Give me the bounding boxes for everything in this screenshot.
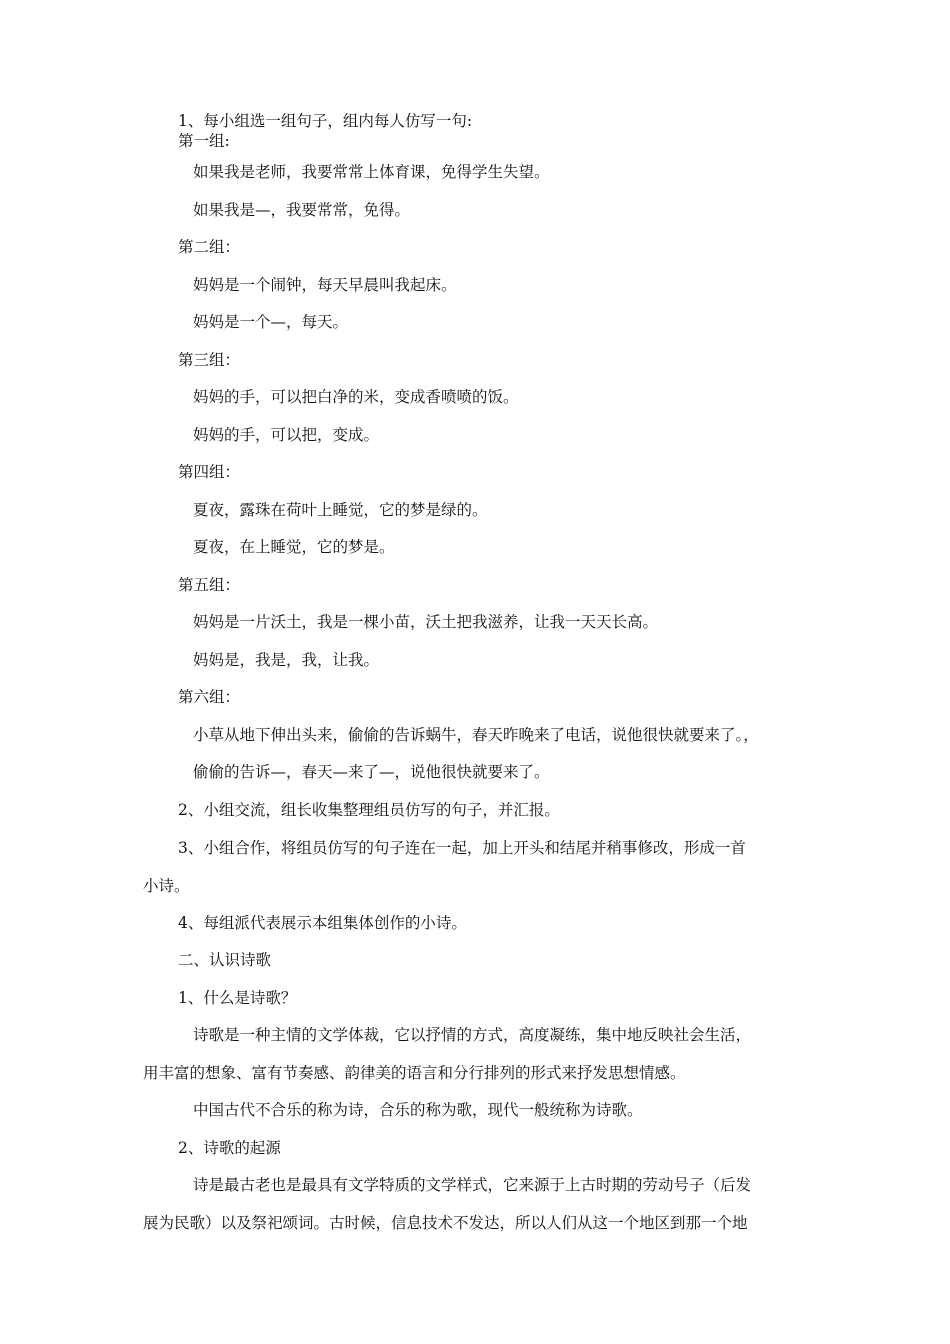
origin-paragraph-line-1: 诗是最古老也是最具有文学特质的文学样式，它来源于上古时期的劳动号子（后发 <box>193 1176 752 1194</box>
group-5-template: 妈妈是，我是，我，让我。 <box>193 651 380 669</box>
subheading-what-is-poetry: 1、什么是诗歌？ <box>178 989 297 1007</box>
subheading-origin: 2、诗歌的起源 <box>178 1139 281 1157</box>
section-heading-2: 二、认识诗歌 <box>178 951 272 969</box>
origin-paragraph-line-2: 展为民歌）以及祭祀颂词。古时候，信息技术不发达，所以人们从这一个地区到那一个地 <box>143 1214 748 1232</box>
group-5-heading: 第五组： <box>178 576 241 594</box>
group-3-example: 妈妈的手，可以把白净的米，变成香喷喷的饭。 <box>193 388 519 406</box>
instruction-4: 4、每组派代表展示本组集体创作的小诗。 <box>178 914 467 932</box>
group-4-heading: 第四组： <box>178 463 241 481</box>
instruction-3-continued: 小诗。 <box>143 877 190 895</box>
group-6-heading: 第六组： <box>178 688 241 706</box>
group-2-heading: 第二组： <box>178 238 241 256</box>
group-2-template: 妈妈是一个—，每天。 <box>193 313 349 331</box>
group-4-example: 夏夜，露珠在荷叶上睡觉，它的梦是绿的。 <box>193 501 488 519</box>
group-3-template: 妈妈的手，可以把，变成。 <box>193 426 380 444</box>
group-2-example: 妈妈是一个闹钟，每天早晨叫我起床。 <box>193 276 457 294</box>
group-1-template: 如果我是—，我要常常，免得。 <box>193 201 411 219</box>
definition-paragraph-line-2: 用丰富的想象、富有节奏感、韵律美的语言和分行排列的形式来抒发思想情感。 <box>143 1064 686 1082</box>
instruction-1: 1、每小组选一组句子，组内每人仿写一句: <box>178 112 473 130</box>
instruction-2: 2、小组交流，组长收集整理组员仿写的句子，并汇报。 <box>178 801 560 819</box>
definition-paragraph-line-1: 诗歌是一种主情的文学体裁，它以抒情的方式，高度凝练，集中地反映社会生活， <box>193 1026 752 1044</box>
group-3-heading: 第三组： <box>178 351 241 369</box>
group-4-template: 夏夜，在上睡觉，它的梦是。 <box>193 538 395 556</box>
group-6-example: 小草从地下伸出头来，偷偷的告诉蜗牛，春天昨晚来了电话，说他很快就要来了。， <box>193 726 759 744</box>
group-1-example: 如果我是老师，我要常常上体育课，免得学生失望。 <box>193 163 550 181</box>
group-1-heading: 第一组: <box>178 132 230 150</box>
group-6-template: 偷偷的告诉—，春天—来了—，说他很快就要来了。 <box>193 763 550 781</box>
instruction-3: 3、小组合作，将组员仿写的句子连在一起，加上开头和结尾并稍事修改，形成一首 <box>178 839 746 857</box>
group-5-example: 妈妈是一片沃土，我是一棵小苗，沃土把我滋养，让我一天天长高。 <box>193 613 659 631</box>
history-paragraph: 中国古代不合乐的称为诗，合乐的称为歌，现代一般统称为诗歌。 <box>193 1101 643 1119</box>
